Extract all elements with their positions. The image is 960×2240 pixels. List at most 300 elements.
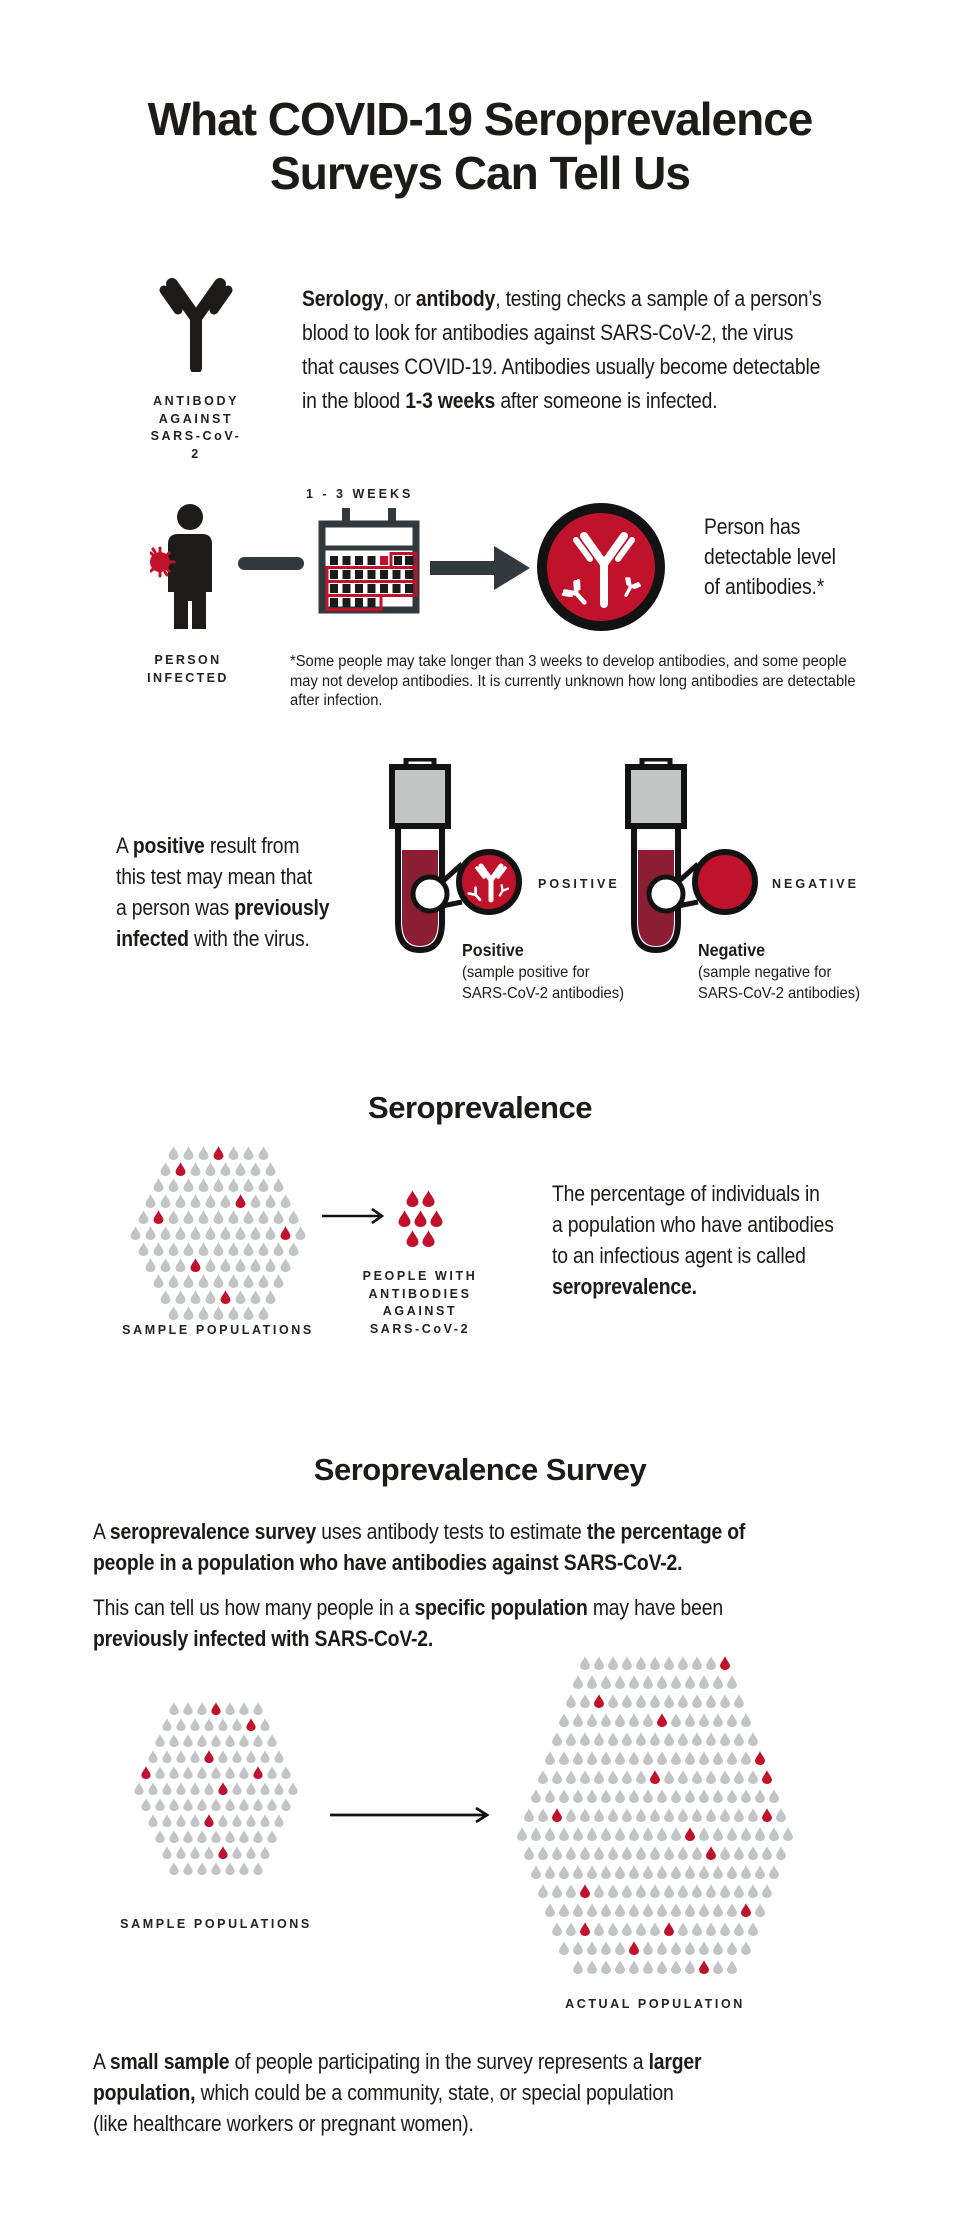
person-drop <box>531 1865 541 1879</box>
person-with-antibodies-drop <box>175 1162 186 1176</box>
person-drop <box>720 1770 730 1784</box>
person-drop <box>601 1789 611 1803</box>
test-tube-positive-icon <box>372 758 602 966</box>
person-drop <box>552 1732 562 1746</box>
person-drop <box>211 1734 221 1747</box>
drop-row <box>148 1750 284 1763</box>
drop-row <box>130 1226 306 1240</box>
person-drop <box>615 1789 625 1803</box>
drop-row <box>153 1274 284 1288</box>
person-with-antibodies-drop <box>414 1210 427 1227</box>
drop-row <box>162 1846 270 1859</box>
seroprevalence-heading: Seroprevalence <box>368 1090 592 1125</box>
drop-row <box>545 1903 765 1917</box>
person-drop <box>168 1146 179 1160</box>
person-with-antibodies-drop <box>204 1750 214 1763</box>
person-drop <box>734 1770 744 1784</box>
person-drop <box>211 1830 221 1843</box>
person-drop <box>706 1770 716 1784</box>
person-drop <box>573 1827 583 1841</box>
person-drop <box>741 1751 751 1765</box>
person-drop <box>713 1827 723 1841</box>
person-drop <box>685 1675 695 1689</box>
person-drop <box>769 1789 779 1803</box>
person-drop <box>748 1808 758 1822</box>
person-drop <box>650 1808 660 1822</box>
person-drop <box>713 1941 723 1955</box>
person-drop <box>615 1960 625 1974</box>
person-with-antibodies-drop <box>422 1230 435 1247</box>
person-drop <box>559 1789 569 1803</box>
person-drop <box>197 1798 207 1811</box>
person-drop <box>138 1242 149 1256</box>
person-drop <box>580 1770 590 1784</box>
person-with-antibodies-drop <box>153 1210 164 1224</box>
person-drop <box>664 1846 674 1860</box>
person-with-antibodies-drop <box>699 1960 709 1974</box>
person-drop <box>524 1846 534 1860</box>
detectable-antibodies-text: Person has detectable level of antibodies.* <box>704 514 836 599</box>
person-drop <box>176 1782 186 1795</box>
person-drop <box>650 1656 660 1670</box>
person-drop <box>168 1210 179 1224</box>
person-drop <box>559 1903 569 1917</box>
person-drop <box>636 1770 646 1784</box>
person-drop <box>258 1210 269 1224</box>
person-drop <box>175 1226 186 1240</box>
person-drop <box>608 1846 618 1860</box>
survey-paragraph-2: This can tell us how many people in a specific population may have been previously infected with SARS-CoV-2. <box>93 1595 723 1651</box>
person-drop <box>762 1884 772 1898</box>
person-drop <box>160 1162 171 1176</box>
person-drop <box>183 1702 193 1715</box>
person-drop <box>692 1656 702 1670</box>
person-drop <box>267 1830 277 1843</box>
person-drop <box>153 1274 164 1288</box>
person-drop <box>273 1210 284 1224</box>
drop-row <box>406 1190 435 1207</box>
person-drop <box>650 1694 660 1708</box>
person-drop <box>643 1827 653 1841</box>
person-drop <box>265 1226 276 1240</box>
person-drop <box>545 1827 555 1841</box>
person-drop <box>657 1789 667 1803</box>
person-drop <box>650 1732 660 1746</box>
person-drop <box>587 1941 597 1955</box>
person-drop <box>594 1922 604 1936</box>
person-drop <box>713 1865 723 1879</box>
person-drop <box>235 1162 246 1176</box>
person-drop <box>706 1922 716 1936</box>
person-drop <box>615 1865 625 1879</box>
person-with-antibodies-drop <box>190 1258 201 1272</box>
person-with-antibodies-drop <box>594 1694 604 1708</box>
person-drop <box>190 1290 201 1304</box>
person-drop <box>622 1922 632 1936</box>
person-drop <box>594 1770 604 1784</box>
person-drop <box>608 1922 618 1936</box>
arrow-icon-2 <box>330 1806 490 1824</box>
person-drop <box>601 1713 611 1727</box>
person-drop <box>699 1789 709 1803</box>
person-drop <box>145 1258 156 1272</box>
person-drop <box>601 1827 611 1841</box>
person-drop <box>671 1903 681 1917</box>
person-drop <box>748 1732 758 1746</box>
person-drop <box>734 1808 744 1822</box>
person-drop <box>643 1960 653 1974</box>
big-arrow-icon <box>430 546 530 590</box>
person-drop <box>243 1306 254 1320</box>
person-drop <box>197 1734 207 1747</box>
person-drop <box>168 1274 179 1288</box>
person-drop <box>204 1782 214 1795</box>
person-drop <box>573 1675 583 1689</box>
person-drop <box>580 1846 590 1860</box>
person-drop <box>727 1751 737 1765</box>
person-drop <box>664 1884 674 1898</box>
person-drop <box>720 1732 730 1746</box>
person-drop <box>148 1750 158 1763</box>
person-drop <box>699 1865 709 1879</box>
person-drop <box>685 1865 695 1879</box>
person-drop <box>134 1782 144 1795</box>
person-drop <box>559 1713 569 1727</box>
person-drop <box>699 1751 709 1765</box>
person-drop <box>552 1770 562 1784</box>
person-drop <box>566 1770 576 1784</box>
antibody-icon <box>158 268 234 372</box>
antibody-people-cluster <box>396 1190 444 1250</box>
person-drop <box>580 1656 590 1670</box>
person-drop <box>138 1210 149 1224</box>
person-drop <box>573 1903 583 1917</box>
person-drop <box>748 1884 758 1898</box>
person-drop <box>232 1846 242 1859</box>
person-drop <box>232 1814 242 1827</box>
person-drop <box>671 1941 681 1955</box>
person-drop <box>250 1226 261 1240</box>
person-drop <box>671 1789 681 1803</box>
person-drop <box>587 1903 597 1917</box>
person-drop <box>253 1830 263 1843</box>
person-drop <box>205 1258 216 1272</box>
person-drop <box>260 1814 270 1827</box>
person-drop <box>183 1830 193 1843</box>
person-drop <box>692 1808 702 1822</box>
person-drop <box>130 1226 141 1240</box>
drop-row <box>168 1146 269 1160</box>
person-drop <box>232 1782 242 1795</box>
drop-row <box>566 1694 744 1708</box>
person-drop <box>160 1290 171 1304</box>
person-drop <box>225 1862 235 1875</box>
person-drop <box>706 1694 716 1708</box>
person-drop <box>288 1782 298 1795</box>
person-drop <box>615 1941 625 1955</box>
person-drop <box>260 1718 270 1731</box>
person-drop <box>636 1694 646 1708</box>
person-drop <box>228 1146 239 1160</box>
person-drop <box>657 1675 667 1689</box>
person-drop <box>250 1194 261 1208</box>
person-with-antibodies-drop <box>406 1190 419 1207</box>
person-drop <box>213 1242 224 1256</box>
person-drop <box>559 1751 569 1765</box>
person-drop <box>253 1798 263 1811</box>
person-drop <box>657 1751 667 1765</box>
person-drop <box>713 1675 723 1689</box>
person-drop <box>643 1675 653 1689</box>
person-drop <box>594 1732 604 1746</box>
weeks-label: 1 - 3 WEEKS <box>306 487 414 501</box>
person-with-antibodies-drop <box>204 1814 214 1827</box>
person-drop <box>213 1178 224 1192</box>
person-drop <box>776 1808 786 1822</box>
person-drop <box>727 1675 737 1689</box>
person-with-antibodies-drop <box>430 1210 443 1227</box>
actual-population-hexagon <box>517 1656 793 1979</box>
antibody-cluster-label: PEOPLE WITH ANTIBODIES AGAINST SARS-CoV-2 <box>362 1269 478 1336</box>
person-with-antibodies-drop <box>720 1656 730 1670</box>
person-with-antibodies-drop <box>280 1226 291 1240</box>
person-drop <box>288 1210 299 1224</box>
person-drop <box>183 1766 193 1779</box>
person-drop <box>713 1960 723 1974</box>
person-drop <box>239 1798 249 1811</box>
person-drop <box>657 1903 667 1917</box>
person-drop <box>205 1290 216 1304</box>
drop-row <box>145 1194 291 1208</box>
drop-row <box>145 1258 291 1272</box>
drop-row <box>134 1782 298 1795</box>
person-drop <box>727 1903 737 1917</box>
person-drop <box>636 1732 646 1746</box>
person-drop <box>741 1827 751 1841</box>
drop-row <box>552 1732 758 1746</box>
timeline-connector-line <box>238 557 304 570</box>
person-drop <box>643 1713 653 1727</box>
person-drop <box>657 1865 667 1879</box>
person-drop <box>168 1178 179 1192</box>
person-drop <box>531 1789 541 1803</box>
person-drop <box>176 1814 186 1827</box>
person-drop <box>162 1814 172 1827</box>
person-drop <box>153 1178 164 1192</box>
person-drop <box>587 1789 597 1803</box>
person-drop <box>566 1808 576 1822</box>
drop-row <box>148 1814 284 1827</box>
person-drop <box>280 1194 291 1208</box>
person-drop <box>769 1827 779 1841</box>
person-drop <box>552 1922 562 1936</box>
person-drop <box>608 1694 618 1708</box>
person-drop <box>204 1718 214 1731</box>
person-drop <box>762 1846 772 1860</box>
person-drop <box>239 1830 249 1843</box>
person-drop <box>545 1865 555 1879</box>
person-drop <box>664 1656 674 1670</box>
person-drop <box>169 1766 179 1779</box>
person-drop <box>622 1656 632 1670</box>
survey-paragraph-1: A seroprevalence survey uses antibody tests to estimate the percentage of people in a population who have antibodies against SARS-CoV-2. <box>93 1519 746 1575</box>
person-drop <box>211 1798 221 1811</box>
person-with-antibodies-drop <box>422 1190 435 1207</box>
person-drop <box>160 1258 171 1272</box>
person-drop <box>295 1226 306 1240</box>
person-drop <box>246 1814 256 1827</box>
person-drop <box>228 1274 239 1288</box>
person-drop <box>713 1713 723 1727</box>
person-drop <box>594 1884 604 1898</box>
person-drop <box>190 1162 201 1176</box>
person-infected-label: PERSON INFECTED <box>147 653 229 685</box>
person-with-antibodies-drop <box>685 1827 695 1841</box>
person-drop <box>629 1675 639 1689</box>
person-drop <box>183 1178 194 1192</box>
person-with-antibodies-drop <box>213 1146 224 1160</box>
person-drop <box>559 1865 569 1879</box>
person-drop <box>218 1718 228 1731</box>
person-drop <box>727 1827 737 1841</box>
person-drop <box>253 1702 263 1715</box>
person-drop <box>160 1194 171 1208</box>
person-drop <box>162 1750 172 1763</box>
person-with-antibodies-drop <box>211 1702 221 1715</box>
person-drop <box>228 1306 239 1320</box>
person-drop <box>141 1798 151 1811</box>
person-drop <box>573 1941 583 1955</box>
person-drop <box>727 1789 737 1803</box>
person-drop <box>769 1865 779 1879</box>
person-drop <box>776 1846 786 1860</box>
person-drop <box>228 1210 239 1224</box>
person-drop <box>783 1827 793 1841</box>
person-drop <box>685 1751 695 1765</box>
person-drop <box>258 1146 269 1160</box>
person-drop <box>601 1960 611 1974</box>
person-drop <box>573 1865 583 1879</box>
person-drop <box>198 1146 209 1160</box>
person-drop <box>622 1732 632 1746</box>
person-drop <box>190 1846 200 1859</box>
drop-row <box>531 1865 779 1879</box>
person-drop <box>235 1290 246 1304</box>
person-drop <box>664 1732 674 1746</box>
person-drop <box>755 1865 765 1879</box>
person-drop <box>573 1713 583 1727</box>
person-drop <box>699 1941 709 1955</box>
person-drop <box>720 1808 730 1822</box>
person-drop <box>545 1903 555 1917</box>
drop-row <box>155 1734 277 1747</box>
person-drop <box>678 1694 688 1708</box>
actual-population-label: ACTUAL POPULATION <box>565 1997 745 2011</box>
person-with-antibodies-drop <box>741 1903 751 1917</box>
person-drop <box>235 1226 246 1240</box>
antibody-icon-block <box>150 268 242 463</box>
person-drop <box>755 1789 765 1803</box>
person-drop <box>267 1798 277 1811</box>
drop-row <box>138 1210 299 1224</box>
person-drop <box>273 1274 284 1288</box>
person-with-antibodies-drop <box>762 1770 772 1784</box>
person-drop <box>594 1808 604 1822</box>
drop-row <box>162 1718 270 1731</box>
person-drop <box>706 1808 716 1822</box>
person-drop <box>615 1675 625 1689</box>
person-drop <box>727 1941 737 1955</box>
person-drop <box>183 1798 193 1811</box>
person-drop <box>755 1827 765 1841</box>
person-drop <box>594 1846 604 1860</box>
person-drop <box>258 1306 269 1320</box>
drop-row <box>573 1960 737 1974</box>
person-drop <box>258 1178 269 1192</box>
person-drop <box>162 1718 172 1731</box>
bottom-paragraph: A small sample of people participating in the survey represents a larger population, which could be a community, state, or special population (like healthcare workers or pregnant women). <box>93 2049 702 2136</box>
person-with-antibodies-drop <box>580 1922 590 1936</box>
person-drop <box>573 1789 583 1803</box>
drop-row <box>538 1884 772 1898</box>
person-drop <box>650 1922 660 1936</box>
person-drop <box>664 1694 674 1708</box>
person-with-antibodies-drop <box>629 1941 639 1955</box>
drop-row <box>559 1941 751 1955</box>
person-drop <box>671 1827 681 1841</box>
person-drop <box>559 1827 569 1841</box>
drop-row <box>141 1798 291 1811</box>
person-with-antibodies-drop <box>406 1230 419 1247</box>
person-drop <box>197 1766 207 1779</box>
person-drop <box>267 1766 277 1779</box>
person-drop <box>145 1226 156 1240</box>
person-drop <box>685 1903 695 1917</box>
person-drop <box>258 1242 269 1256</box>
person-drop <box>250 1258 261 1272</box>
person-drop <box>587 1751 597 1765</box>
person-drop <box>636 1846 646 1860</box>
person-drop <box>601 1903 611 1917</box>
person-drop <box>664 1808 674 1822</box>
negative-label: NEGATIVE <box>772 877 859 891</box>
person-drop <box>225 1766 235 1779</box>
person-drop <box>685 1713 695 1727</box>
person-drop <box>629 1751 639 1765</box>
person-drop <box>243 1210 254 1224</box>
drop-row <box>141 1766 291 1779</box>
person-drop <box>204 1846 214 1859</box>
person-drop <box>205 1226 216 1240</box>
person-with-antibodies-drop <box>218 1782 228 1795</box>
person-drop <box>622 1808 632 1822</box>
person-with-antibodies-drop <box>253 1766 263 1779</box>
person-drop <box>692 1732 702 1746</box>
person-drop <box>176 1750 186 1763</box>
person-drop <box>608 1732 618 1746</box>
person-drop <box>213 1274 224 1288</box>
person-drop <box>678 1770 688 1784</box>
person-drop <box>699 1713 709 1727</box>
person-drop <box>225 1830 235 1843</box>
person-drop <box>608 1808 618 1822</box>
person-drop <box>608 1770 618 1784</box>
seroprevalence-definition: The percentage of individuals in a population who have antibodies to an infectious agent is called seroprevalence. <box>552 1181 834 1299</box>
person-drop <box>232 1718 242 1731</box>
person-drop <box>727 1865 737 1879</box>
person-drop <box>678 1884 688 1898</box>
person-drop <box>218 1814 228 1827</box>
